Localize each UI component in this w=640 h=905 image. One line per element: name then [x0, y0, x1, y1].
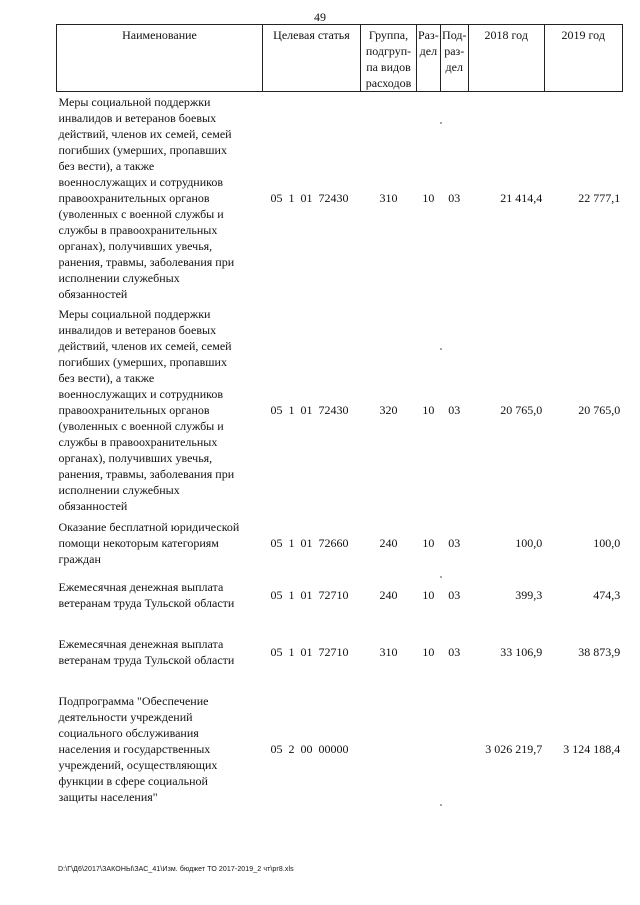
row-section: 10 [422, 402, 435, 417]
row-name: Ежемесячная денежная выплата ветеранам труда Тульской области [58, 636, 235, 667]
row-subsection [440, 684, 468, 814]
row-2018: 100,0 [515, 535, 543, 550]
table-row [57, 516, 623, 570]
row-2019: 20 765,0 [578, 402, 621, 417]
row-name: Меры социальной поддержки инвалидов и ветеранов боевых действий, членов их семей, семей погибших (умерших, пропавших без вести), а также военнослужащих и сотрудников правоохранительных органов (уволенных с военной службы и службы в правоохранительных органах), получивших увечья, ранения, травмы, заболевания при исполнении служебных обязанностей [58, 94, 235, 301]
row-2019: 474,3 [593, 587, 621, 602]
scan-speck [440, 348, 442, 350]
table-row [57, 92, 623, 304]
row-group [361, 684, 417, 814]
row-group: 240 [379, 535, 398, 550]
page-number: 49 [314, 10, 326, 24]
table-row [57, 304, 623, 516]
row-name: Ежемесячная денежная выплата ветеранам труда Тульской области [58, 579, 235, 610]
header-subsection: Под- раз- дел [440, 25, 468, 92]
row-target: 05 1 01 72660 [270, 535, 349, 550]
row-target: 05 1 01 72430 [270, 190, 349, 205]
header-target: Целевая статья [263, 25, 361, 92]
budget-table [56, 24, 623, 814]
row-2018: 20 765,0 [500, 402, 543, 417]
row-subsection: 03 [448, 402, 461, 417]
table-row [57, 620, 623, 684]
row-2018: 3 026 219,7 [485, 741, 543, 756]
row-2018: 399,3 [515, 587, 543, 602]
row-subsection: 03 [448, 587, 461, 602]
row-target: 05 1 01 72430 [270, 402, 349, 417]
scan-speck [440, 804, 442, 806]
table-row [57, 570, 623, 620]
row-2019: 22 777,1 [578, 190, 621, 205]
scan-speck [440, 122, 442, 124]
row-2018: 21 414,4 [500, 190, 543, 205]
row-target: 05 2 00 00000 [270, 741, 349, 756]
header-2018: 2018 год [468, 25, 544, 92]
row-2019: 100,0 [593, 535, 621, 550]
row-name: Меры социальной поддержки инвалидов и ветеранов боевых действий, членов их семей, семей погибших (умерших, пропавших без вести), а также военнослужащих и сотрудников правоохранительных органов (уволенных с военной службы и службы в правоохранительных органах), получивших увечья, ранения, травмы, заболевания при исполнении служебных обязанностей [58, 306, 235, 513]
row-name: Оказание бесплатной юридической помощи некоторым категориям граждан [58, 519, 240, 566]
row-target: 05 1 01 72710 [270, 587, 349, 602]
row-group: 310 [379, 644, 398, 659]
row-section [417, 684, 441, 814]
row-group: 320 [379, 402, 398, 417]
row-section: 10 [422, 587, 435, 602]
row-2018: 33 106,9 [500, 644, 543, 659]
row-name: Подпрограмма "Обеспечение деятельности учреждений социального обслуживания населения и государственных учреждений, осуществляющих функции в сфере социальной защиты населения" [58, 693, 218, 804]
table-header-row [57, 25, 623, 92]
header-group: Группа, подгруп- па видов расходов [361, 25, 417, 92]
row-subsection: 03 [448, 190, 461, 205]
row-group: 240 [379, 587, 398, 602]
row-subsection: 03 [448, 535, 461, 550]
row-2019: 38 873,9 [578, 644, 621, 659]
header-2019: 2019 год [544, 25, 622, 92]
row-target: 05 1 01 72710 [270, 644, 349, 659]
row-group: 310 [379, 190, 398, 205]
scan-speck [440, 576, 442, 578]
row-section: 10 [422, 535, 435, 550]
header-section: Раз- дел [417, 25, 441, 92]
row-section: 10 [422, 644, 435, 659]
row-section: 10 [422, 190, 435, 205]
footer-file-path: D:\Г\Д6\2017\ЗАКОНЫ\ЗАС_41\Изм. бюджет ТО 2017-2019_2 чт\pr8.xls [58, 866, 294, 873]
header-name: Наименование [57, 25, 263, 92]
table-row [57, 684, 623, 814]
row-subsection: 03 [448, 644, 461, 659]
row-2019: 3 124 188,4 [563, 741, 621, 756]
